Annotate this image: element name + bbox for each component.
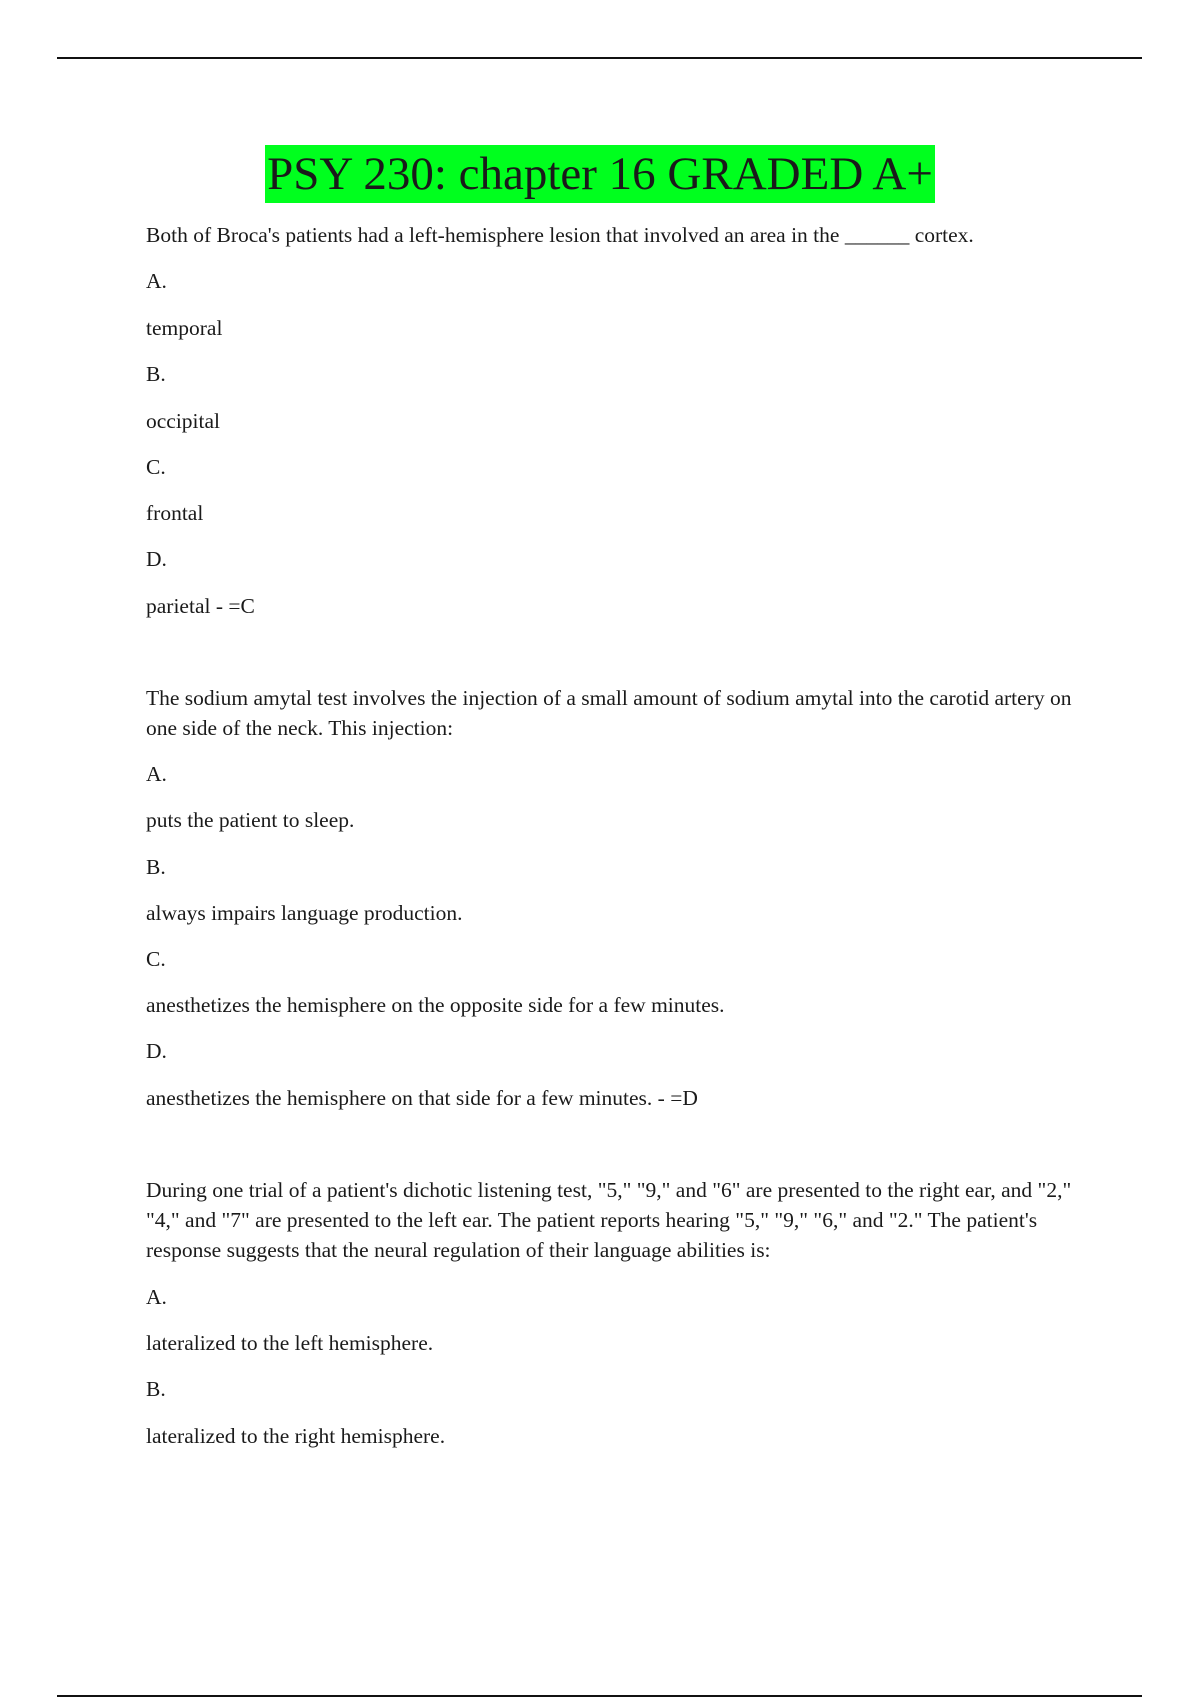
top-rule xyxy=(57,57,1142,59)
page-title: PSY 230: chapter 16 GRADED A+ xyxy=(265,145,935,203)
question-2-option-c-text: anesthetizes the hemisphere on the opposite side for a few minutes. xyxy=(146,993,725,1017)
question-3-stem: During one trial of a patient's dichotic listening test, "5," "9," and "6" are presented to the right ear, and "2," "4," and "7" are presented to the left ear. The patient reports hearing "5," "9," "6," and "2." The patient's response suggests that the neural regulation of their language abilities is: xyxy=(146,1178,1072,1262)
question-1-option-c-text: frontal xyxy=(146,501,204,525)
question-1-option-d-letter: D. xyxy=(146,547,167,571)
question-2-option-a-text: puts the patient to sleep. xyxy=(146,808,355,832)
question-2-option-a-letter: A. xyxy=(146,762,167,786)
question-1-option-a-text: temporal xyxy=(146,316,223,340)
title-wrap xyxy=(0,145,1200,203)
question-2-option-d-text: anesthetizes the hemisphere on that side for a few minutes. - =D xyxy=(146,1086,698,1110)
question-2-stem: The sodium amytal test involves the injection of a small amount of sodium amytal into the carotid artery on one side of the neck. This injection: xyxy=(146,686,1072,740)
question-1-option-b-text: occipital xyxy=(146,409,221,433)
question-1-option-a-letter: A. xyxy=(146,269,167,293)
question-3-option-a-letter: A. xyxy=(146,1285,167,1309)
question-2-option-b-letter: B. xyxy=(146,855,166,879)
bottom-rule xyxy=(57,1695,1142,1697)
question-2-option-b-text: always impairs language production. xyxy=(146,901,463,925)
question-3-option-a-text: lateralized to the left hemisphere. xyxy=(146,1331,434,1355)
question-1-option-c-letter: C. xyxy=(146,455,166,479)
question-1-stem: Both of Broca's patients had a left-hemisphere lesion that involved an area in the ______ cortex. xyxy=(146,223,974,247)
question-2-option-d-letter: D. xyxy=(146,1039,167,1063)
question-3-option-b-letter: B. xyxy=(146,1377,166,1401)
question-3-option-b-text: lateralized to the right hemisphere. xyxy=(146,1424,446,1448)
question-2-option-c-letter: C. xyxy=(146,947,166,971)
question-1-option-d-text: parietal - =C xyxy=(146,594,255,618)
question-1-option-b-letter: B. xyxy=(146,362,166,386)
